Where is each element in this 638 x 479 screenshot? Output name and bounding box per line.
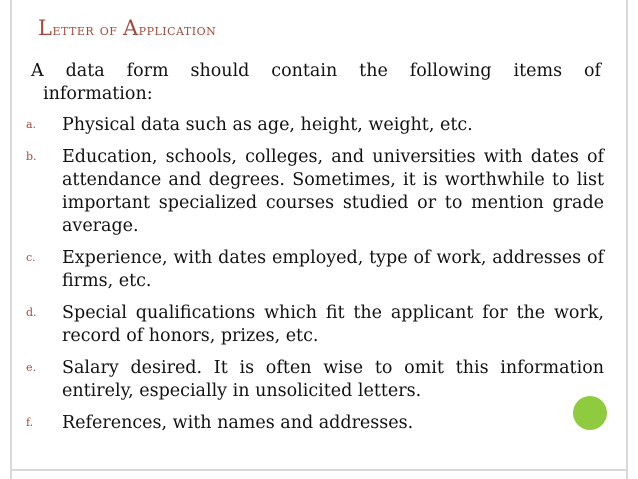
list-marker: c. — [26, 251, 36, 264]
decorative-green-circle — [573, 396, 607, 430]
list-marker: b. — [26, 150, 37, 163]
intro-paragraph — [31, 60, 601, 106]
intro-line-1: A data form should contain the following items of — [31, 61, 601, 81]
title-rest-2: pplication — [138, 20, 217, 39]
list-marker: a. — [26, 118, 37, 131]
list-item-text: Education, schools, colleges, and universities with dates of attendance and degrees. Sometimes, it is worthwhile to list important specialized courses studied or to mention grade average. — [62, 147, 604, 236]
list-item-text: Experience, with dates employed, type of work, addresses of firms, etc. — [62, 248, 604, 291]
title-initial-1: L — [38, 16, 53, 40]
list-marker: d. — [26, 306, 37, 319]
frame-right-border — [626, 0, 628, 479]
list-item — [26, 412, 604, 435]
frame-bottom-border — [10, 469, 628, 471]
list-item-text: Salary desired. It is often wise to omit this information entirely, especially in unsolicited letters. — [62, 358, 604, 401]
frame-left-border — [10, 0, 12, 479]
list-item — [26, 357, 604, 403]
list-item — [26, 114, 604, 137]
list-marker: e. — [26, 361, 37, 374]
list-item-text: Physical data such as age, height, weight, etc. — [62, 115, 473, 135]
items-list — [26, 114, 604, 444]
intro-line-2: information: — [43, 84, 153, 104]
list-item — [26, 146, 604, 238]
title-initial-2: A — [123, 16, 139, 40]
list-marker: f. — [26, 416, 34, 429]
list-item-text: Special qualifications which fit the applicant for the work, record of honors, prizes, etc. — [62, 303, 604, 346]
list-item — [26, 247, 604, 293]
list-item-text: References, with names and addresses. — [62, 413, 414, 433]
slide-title — [38, 16, 216, 40]
title-rest-1: etter of — [52, 20, 123, 39]
list-item — [26, 302, 604, 348]
